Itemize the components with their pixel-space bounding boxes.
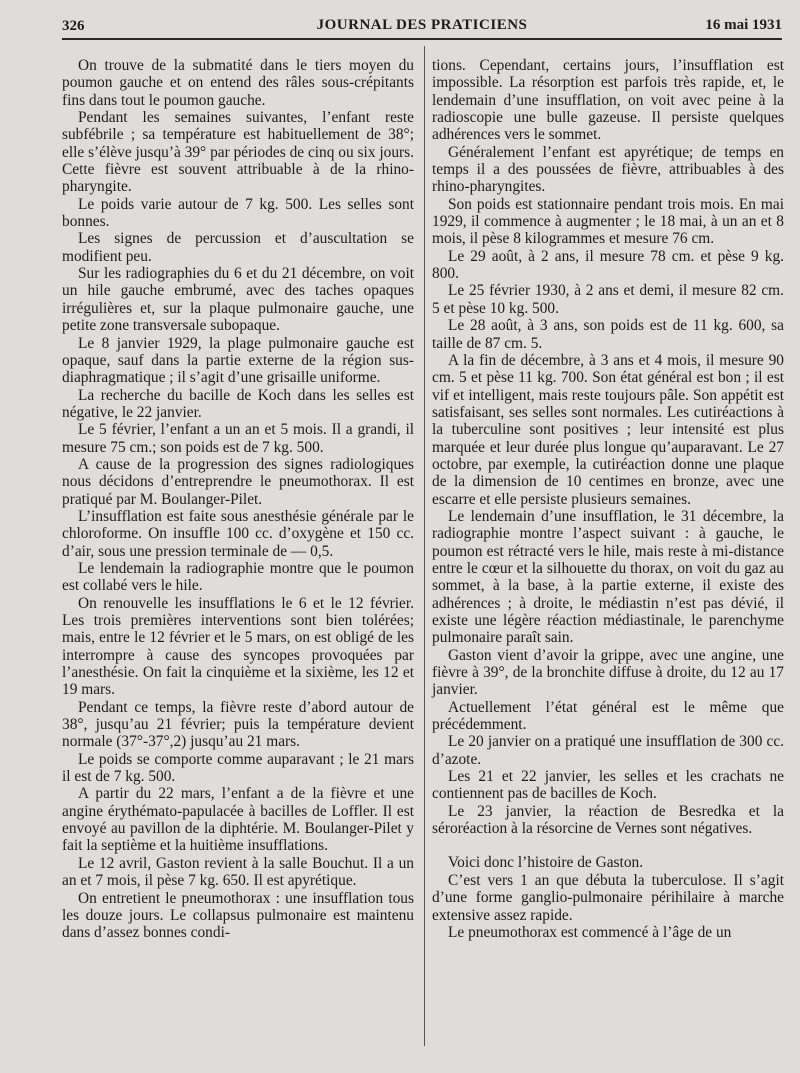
paragraph: Le 12 avril, Gaston revient à la salle Bouchut. Il a un an et 7 mois, il pèse 7 kg. 650. Il est apyrétique. [62, 854, 414, 890]
paragraph: La recherche du bacille de Koch dans les selles est négative, le 22 janvier. [62, 386, 414, 421]
paragraph: Sur les radiographies du 6 et du 21 décembre, on voit un hile gauche embrumé, avec des taches opaques irrégulières et, sur la plaque pulmonaire gauche, une petite zone transversale subopaque. [62, 265, 414, 335]
header-rule [62, 38, 782, 40]
paragraph: Gaston vient d’avoir la grippe, avec une angine, une fièvre à 39°, de la bronchite diffuse à droite, du 12 au 17 janvier. [432, 646, 784, 699]
paragraph: Le 25 février 1930, à 2 ans et demi, il mesure 82 cm. 5 et pèse 10 kg. 500. [432, 282, 784, 317]
paragraph: Le lendemain la radiographie montre que le poumon est collabé vers le hile. [62, 559, 414, 595]
paragraph: Le 5 février, l’enfant a un an et 5 mois. Il a grandi, il mesure 75 cm.; son poids est de 7 kg. 500. [62, 421, 414, 456]
paragraph: Pendant ce temps, la fièvre reste d’abord autour de 38°, jusqu’au 21 février; puis la température devient normale (37°-37°,2) jusqu’au 21 mars. [62, 698, 414, 751]
page-header [62, 14, 782, 40]
paragraph: Le lendemain d’une insufflation, le 31 décembre, la radiographie montre l’aspect suivant : à gauche, le poumon est rétracté vers le hile, mais reste à mi-distance entre le cœur et la silhouette du thorax, on voit du gaz au sommet, à la base, à la partie externe, il existe des adhérences ; à droite, le médiastin n’est pas dévié, il existe une légère réaction médiastinale, le parenchyme pulmonaire paraît sain. [432, 507, 784, 647]
paragraph: On renouvelle les insufflations le 6 et le 12 février. Les trois premières interventions sont bien tolérées; mais, entre le 12 février et le 5 mars, on est obligé de les interrompre à cause des syncopes provoquées par l’anesthésie. On fait la cinquième et la sixième, les 12 et 19 mars. [62, 594, 414, 699]
paragraph: A partir du 22 mars, l’enfant a de la fièvre et une angine érythémato-papulacée à bacilles de Loffler. Il est envoyé au pavillon de la diphtérie. M. Boulanger-Pilet y fait la septième et la huitième insufflations. [62, 785, 414, 855]
paragraph: Le poids varie autour de 7 kg. 500. Les selles sont bonnes. [62, 195, 414, 231]
paragraph: Les 21 et 22 janvier, les selles et les crachats ne contiennent pas de bacilles de Koch. [432, 768, 784, 803]
paragraph: tions. Cependant, certains jours, l’insufflation est impossible. La résorption est parfois très rapide, et, le lendemain d’une insufflation, on voit avec peine à la radioscopie une bulle gazeuse. Il persiste quelques adhérences vers le sommet. [432, 57, 784, 144]
page-number: 326 [62, 18, 85, 34]
paragraph: Le 23 janvier, la réaction de Besredka et la séroréaction à la résorcine de Vernes sont négatives. [432, 802, 784, 838]
paragraph: Actuellement l’état général est le même que précédemment. [432, 698, 784, 734]
journal-title: JOURNAL DES PRATICIENS [316, 17, 528, 33]
paragraph: A la fin de décembre, à 3 ans et 4 mois, il mesure 90 cm. 5 et pèse 11 kg. 700. Son état général est bon ; il est vif et intelligent, mais reste toujours pâle. Son appétit est satisfaisant, ses selles sont normales. Les cutiréactions à la tuberculine sont positives ; leur intensité est plus marquée et leur durée plus longue qu’auparavant. Le 27 octobre, par exemple, la cutiréaction donne une plaque de la dimension de 10 centimes en bronze, avec une escarre et elle persiste plusieurs semaines. [432, 351, 784, 508]
paragraph: Le poids se comporte comme auparavant ; le 21 mars il est de 7 kg. 500. [62, 750, 414, 786]
issue-date: 16 mai 1931 [705, 17, 782, 33]
paragraph: On entretient le pneumothorax : une insufflation tous les douze jours. Le collapsus pulmonaire est maintenu dans d’assez bonnes condi- [62, 889, 414, 942]
paragraph: A cause de la progression des signes radiologiques nous décidons d’entreprendre le pneumothorax. Il est pratiqué par M. Boulanger-Pilet. [62, 455, 414, 508]
right-column [432, 57, 784, 941]
paragraph: Le pneumothorax est commencé à l’âge de un [448, 923, 732, 941]
paragraph: Son poids est stationnaire pendant trois mois. En mai 1929, il commence à augmenter ; le 18 mai, à un an et 8 mois, il pèse 8 kilogrammes et mesure 76 cm. [432, 195, 784, 248]
paragraph: On trouve de la submatité dans le tiers moyen du poumon gauche et on entend des râles sous-crépitants fins dans tout le poumon gauche. [62, 57, 414, 109]
paragraph: C’est vers 1 an que débuta la tuberculose. Il s’agit d’une forme ganglio-pulmonaire périhilaire à marche extensive assez rapide. [432, 871, 784, 924]
paragraph: Le 28 août, à 3 ans, son poids est de 11 kg. 600, sa taille de 87 cm. 5. [432, 317, 784, 352]
paragraph: Le 20 janvier on a pratiqué une insufflation de 300 cc. d’azote. [432, 733, 784, 768]
paragraph: Pendant les semaines suivantes, l’enfant reste subfébrile ; sa température est habituellement de 38°; elle s’élève jusqu’à 39° par périodes de cinq ou six jours. Cette fièvre est souvent attribuable à de la rhino-pharyngite. [62, 109, 414, 196]
paragraph: Le 29 août, à 2 ans, il mesure 78 cm. et pèse 9 kg. 800. [432, 247, 784, 283]
column-divider [424, 46, 425, 1046]
paragraph: Voici donc l’histoire de Gaston. [448, 854, 644, 872]
paragraph: Le 8 janvier 1929, la plage pulmonaire gauche est opaque, sauf dans la partie externe de la région sus-diaphragmatique ; il s’agit d’une grisaille uniforme. [62, 334, 414, 387]
paragraph: Les signes de percussion et d’auscultation se modifient peu. [62, 230, 414, 265]
paragraph: L’insufflation est faite sous anesthésie générale par le chloroforme. On insuffle 100 cc. d’oxygène et 150 cc. d’air, sous une pression terminale de — 0,5. [62, 507, 414, 560]
paragraph: Généralement l’enfant est apyrétique; de temps en temps il a des poussées de fièvre, attribuables à des rhino-pharyngites. [432, 143, 784, 196]
left-column [62, 57, 414, 942]
